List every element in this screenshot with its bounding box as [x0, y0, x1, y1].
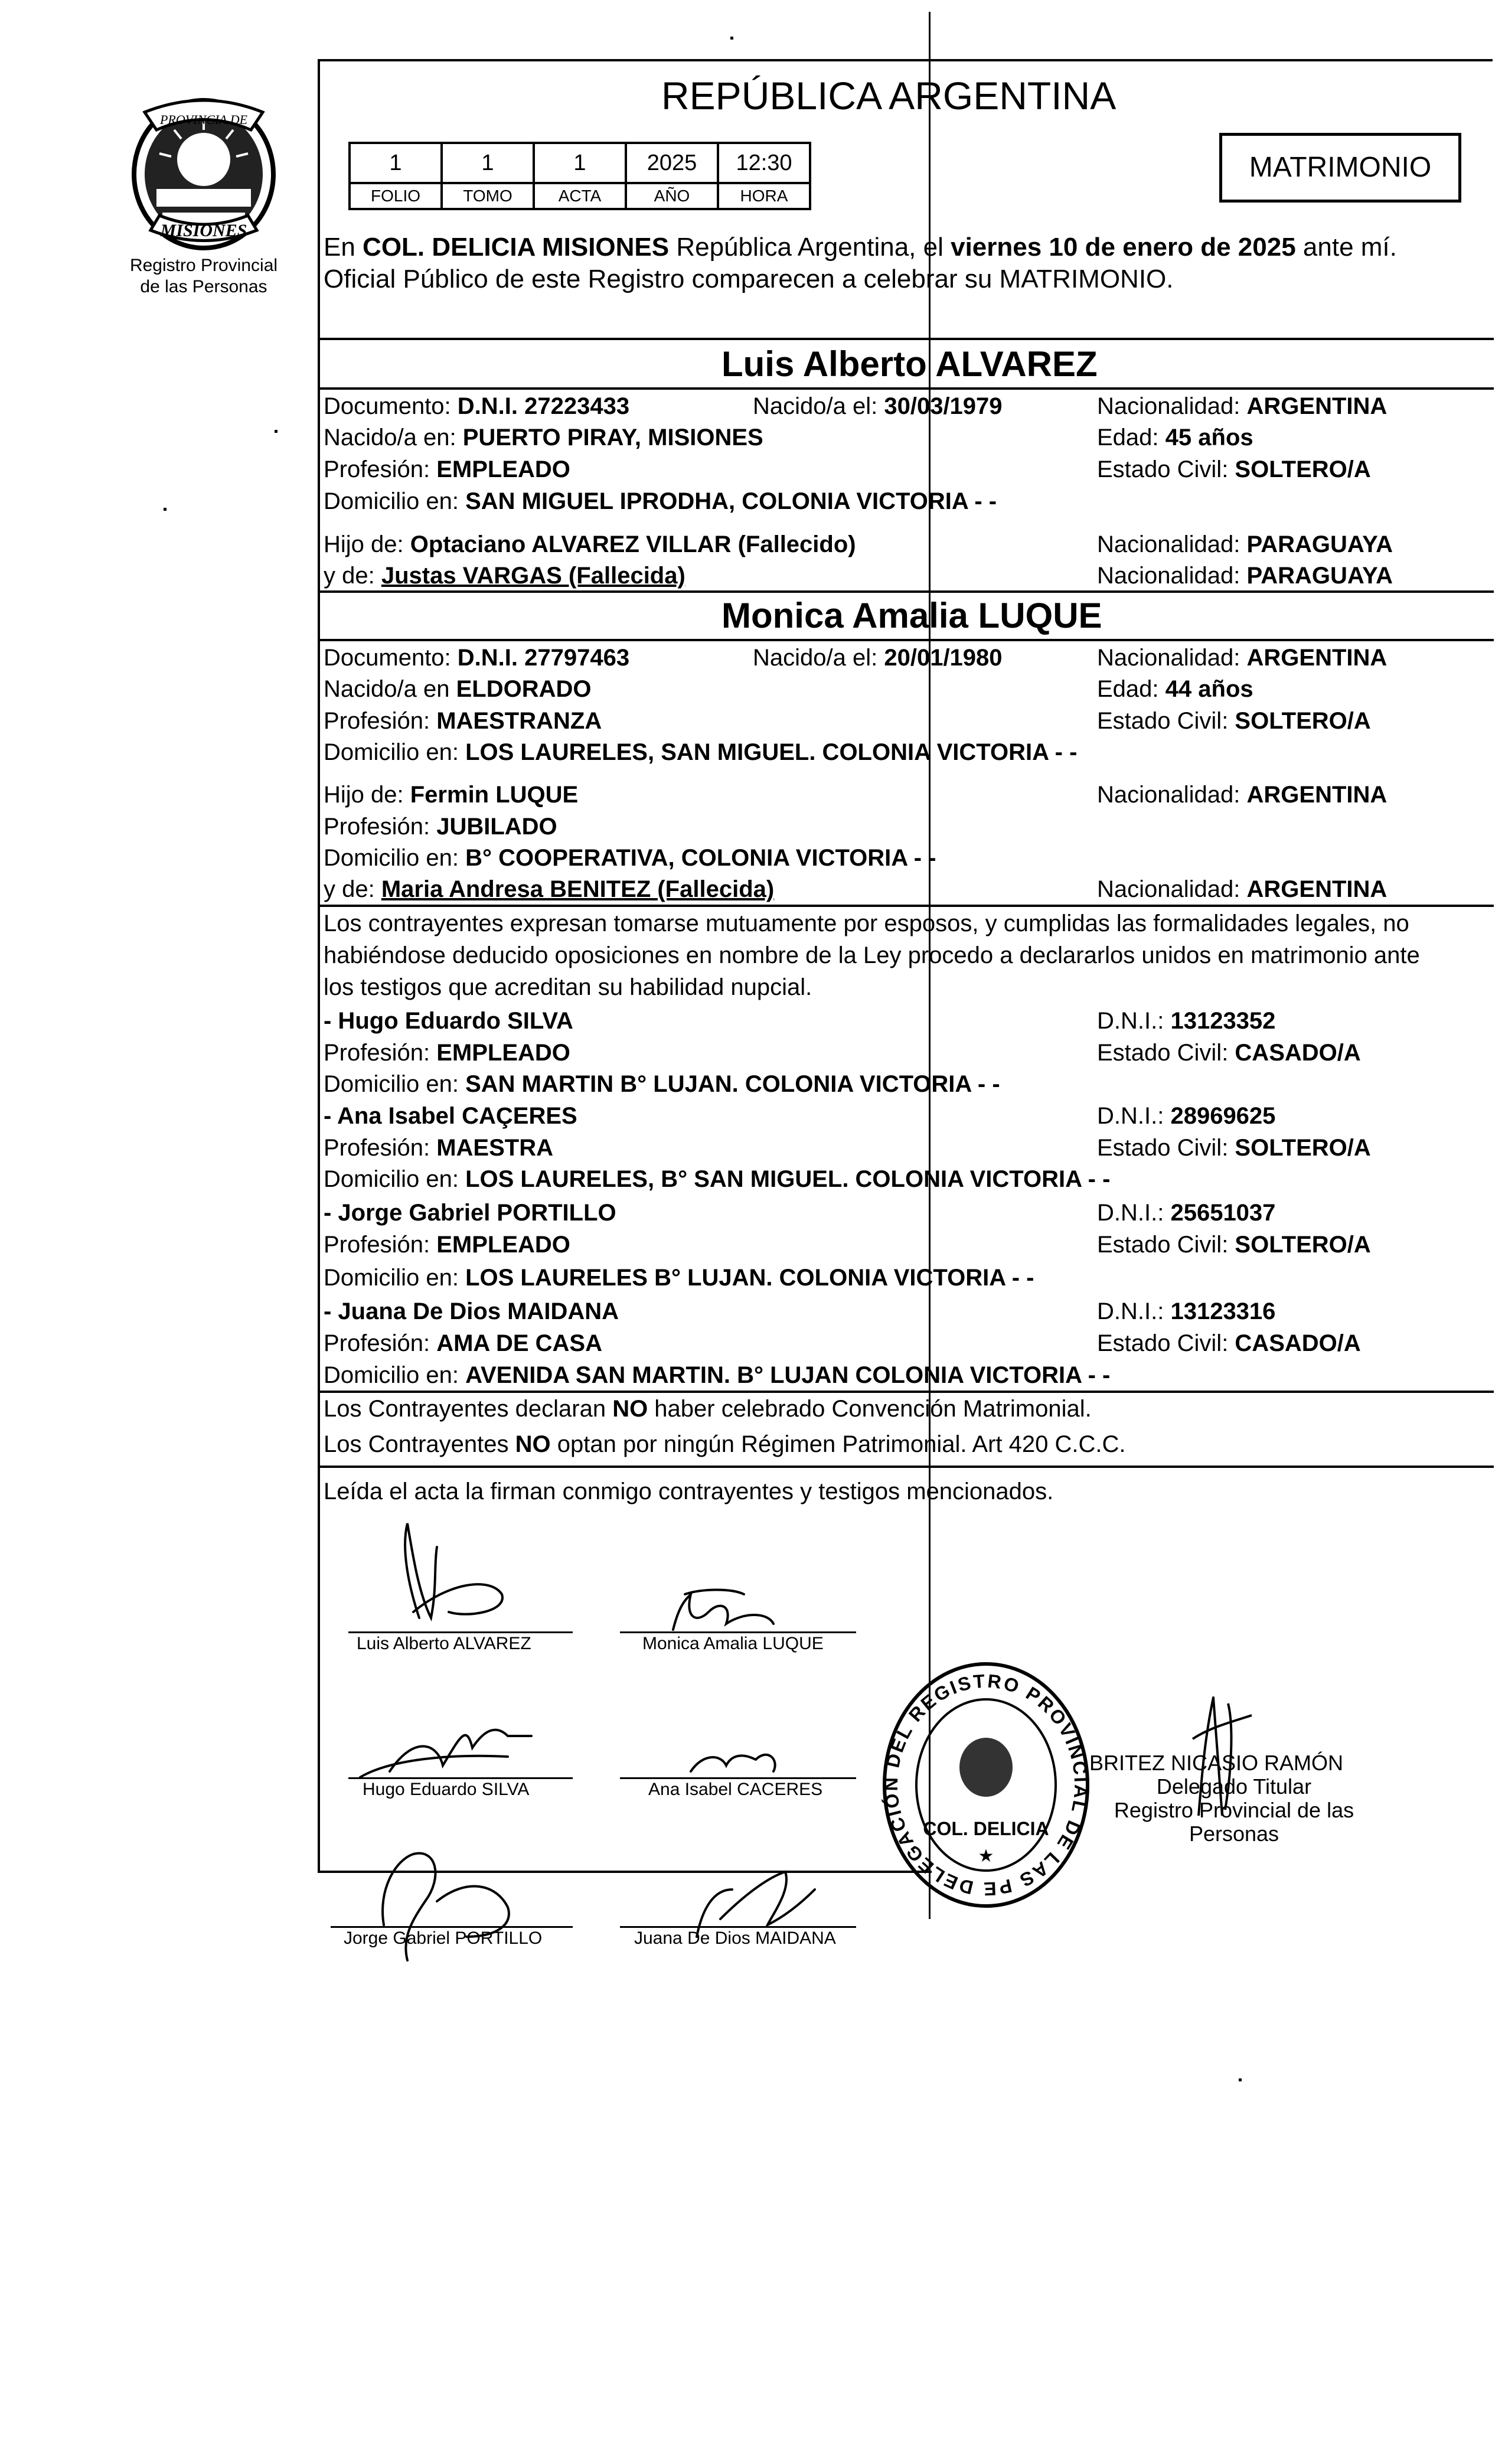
witness-prof: AMA DE CASA — [436, 1330, 602, 1356]
witness-addr: LOS LAURELES, B° SAN MIGUEL. COLONIA VICTORIA - - — [465, 1166, 1111, 1192]
witness-2-dni — [1097, 1102, 1275, 1130]
acta-value: 1 — [534, 143, 626, 183]
witness-1-dni — [1097, 1007, 1275, 1035]
spouse2-mother-nat: ARGENTINA — [1246, 876, 1388, 902]
witness-name: - Jorge Gabriel PORTILLO — [324, 1200, 616, 1226]
registry-caption-line1: Registro Provincial — [129, 256, 278, 275]
anio-label: AÑO — [626, 183, 718, 209]
regime-text: haber celebrado Convención Matrimonial. — [648, 1396, 1092, 1422]
spouse1-birthdate — [753, 392, 1003, 420]
civil-label: Estado Civil: — [1097, 1330, 1235, 1356]
spouse1-mother-nationality — [1097, 562, 1393, 590]
witness-1-address — [324, 1070, 1000, 1098]
civil-label: Estado Civil: — [1097, 1135, 1235, 1161]
regime-text: Los Contrayentes declaran — [324, 1396, 613, 1422]
acta-label: ACTA — [534, 183, 626, 209]
official-stamp-icon — [880, 1658, 1092, 1918]
spouse2-place: ELDORADO — [456, 676, 592, 702]
nat-label: Nacionalidad: — [1097, 782, 1247, 808]
witness-4-dni — [1097, 1297, 1275, 1326]
witness-4-profession — [324, 1329, 602, 1357]
doc-label: Documento: — [324, 645, 458, 671]
hora-label: HORA — [718, 183, 810, 209]
dni-label: D.N.I.: — [1097, 1200, 1171, 1226]
father-label: Hijo de: — [324, 782, 410, 808]
spouse2-father-addr: B° COOPERATIVA, COLONIA VICTORIA - - — [465, 845, 936, 871]
spouse2-father-nationality — [1097, 781, 1387, 809]
sig1-caption: Luis Alberto ALVAREZ — [357, 1634, 531, 1653]
spouse2-dni: D.N.I. 27797463 — [457, 645, 630, 671]
spouse1-nationality — [1097, 392, 1387, 420]
rule-spouse1-end — [319, 590, 1494, 593]
spouse2-birthdate — [753, 644, 1003, 672]
anio-value: 2025 — [626, 143, 718, 183]
place-label: Nacido/a en — [324, 676, 456, 702]
witness-2-name — [324, 1102, 577, 1130]
official-role: Delegado Titular — [1156, 1774, 1312, 1799]
spouse2-father-nat: ARGENTINA — [1246, 782, 1388, 808]
spouse2-prof: MAESTRANZA — [436, 708, 602, 734]
witness-civil: SOLTERO/A — [1235, 1135, 1371, 1161]
scan-speck — [164, 508, 167, 511]
spouse1-age-value: 45 años — [1165, 425, 1253, 451]
regime-line-2 — [324, 1430, 1126, 1458]
spouse2-father-profession — [324, 812, 557, 841]
record-index-table — [348, 142, 811, 210]
witness-3-profession — [324, 1231, 570, 1259]
spouse2-mother — [324, 875, 774, 903]
witness-4-civil-status — [1097, 1329, 1361, 1357]
addr-label: Domicilio en: — [324, 1265, 466, 1291]
intro-line-1 — [324, 232, 1397, 263]
spouse2-age — [1097, 675, 1253, 703]
witness-addr: SAN MARTIN B° LUJAN. COLONIA VICTORIA - - — [465, 1071, 1000, 1097]
sig6-caption: Juana De Dios MAIDANA — [634, 1928, 836, 1948]
nat-label: Nacionalidad: — [1097, 645, 1247, 671]
spouse2-addr: LOS LAURELES, SAN MIGUEL. COLONIA VICTORIA - - — [465, 739, 1078, 765]
registry-caption — [89, 255, 319, 298]
spouse2-nationality — [1097, 644, 1387, 672]
age-label: Edad: — [1097, 676, 1166, 702]
spouse2-age-value: 44 años — [1165, 676, 1253, 702]
closing-statement: Leída el acta la firman conmigo contrayentes y testigos mencionados. — [324, 1479, 1054, 1504]
tomo-label: TOMO — [442, 183, 534, 209]
spouse2-father-name: Fermin LUQUE — [410, 782, 579, 808]
intro-place: COL. DELICIA MISIONES — [363, 233, 670, 262]
intro-text-a: En — [324, 233, 363, 262]
svg-text:★: ★ — [978, 1846, 994, 1866]
document-title: REPÚBLICA ARGENTINA — [661, 74, 1116, 118]
witness-addr: LOS LAURELES B° LUJAN. COLONIA VICTORIA - - — [465, 1265, 1034, 1291]
civil-label: Estado Civil: — [1097, 456, 1235, 482]
spouse1-profession — [324, 455, 570, 484]
mother-label: y de: — [324, 563, 381, 589]
spouse1-place: PUERTO PIRAY, MISIONES — [462, 425, 763, 451]
spouse2-document — [324, 644, 629, 672]
dni-label: D.N.I.: — [1097, 1103, 1171, 1129]
prof-label: Profesión: — [324, 1040, 437, 1066]
addr-label: Domicilio en: — [324, 1362, 466, 1388]
prof-label: Profesión: — [324, 708, 437, 734]
spouse1-nat: ARGENTINA — [1246, 393, 1388, 419]
registry-logo — [121, 94, 286, 254]
witness-prof: EMPLEADO — [436, 1232, 570, 1258]
svg-text:COL. DELICIA: COL. DELICIA — [923, 1818, 1049, 1839]
rule-spouse2 — [319, 639, 1494, 641]
spouse2-civil-status — [1097, 707, 1371, 735]
official-org: Registro Provincial de las — [1114, 1798, 1354, 1822]
nat-label: Nacionalidad: — [1097, 876, 1247, 902]
addr-label: Domicilio en: — [324, 1166, 466, 1192]
intro-line-2: Oficial Público de este Registro comparecen a celebrar su MATRIMONIO. — [324, 265, 1174, 293]
rule-witnesses-end — [319, 1391, 1494, 1393]
spouse1-mother-nat: PARAGUAYA — [1246, 563, 1393, 589]
hora-value: 12:30 — [718, 143, 810, 183]
addr-label: Domicilio en: — [324, 1071, 466, 1097]
witness-1-profession — [324, 1039, 570, 1067]
witness-1-civil-status — [1097, 1039, 1361, 1067]
delegation-stamp — [880, 1658, 1092, 1918]
spouse2-address — [324, 738, 1077, 766]
spouse1-dni: D.N.I. 27223433 — [457, 393, 630, 419]
declaration-line-1: Los contrayentes expresan tomarse mutuamente por esposos, y cumplidas las formalidades legales, no — [324, 910, 1409, 936]
record-type-badge — [1219, 133, 1461, 203]
spouse2-mother-nationality — [1097, 875, 1387, 903]
scan-speck — [730, 37, 733, 40]
witness-3-dni — [1097, 1199, 1275, 1227]
witness-2-address — [324, 1165, 1110, 1193]
folio-value: 1 — [350, 143, 442, 183]
sig2-caption: Monica Amalia LUQUE — [642, 1634, 824, 1653]
nat-label: Nacionalidad: — [1097, 531, 1247, 557]
spouse2-name: Monica Amalia LUQUE — [722, 596, 1102, 635]
spouse2-born: 20/01/1980 — [884, 645, 1003, 671]
witness-prof: EMPLEADO — [436, 1040, 570, 1066]
sig5-caption: Jorge Gabriel PORTILLO — [344, 1928, 543, 1948]
nat-label: Nacionalidad: — [1097, 563, 1247, 589]
civil-label: Estado Civil: — [1097, 708, 1235, 734]
declaration-line-3: los testigos que acreditan su habilidad nupcial. — [324, 974, 812, 1000]
witness-dni: 25651037 — [1170, 1200, 1276, 1226]
dni-label: D.N.I.: — [1097, 1298, 1171, 1324]
regime-no: NO — [515, 1431, 551, 1457]
spouse2-father — [324, 781, 578, 809]
prof-label: Profesión: — [324, 1232, 437, 1258]
intro-text-c: República Argentina, el — [669, 233, 951, 262]
witness-civil: CASADO/A — [1235, 1330, 1361, 1356]
intro-date: viernes 10 de enero de 2025 — [951, 233, 1296, 262]
witness-2-civil-status — [1097, 1134, 1371, 1162]
signature-scribbles — [319, 1512, 933, 1984]
witness-3-civil-status — [1097, 1231, 1371, 1259]
witness-civil: SOLTERO/A — [1235, 1232, 1371, 1258]
intro-text-e: ante mí. — [1295, 233, 1397, 262]
spouse1-mother-name: Justas VARGAS (Fallecida) — [381, 563, 685, 589]
witness-4-address — [324, 1361, 1110, 1389]
witness-3-name — [324, 1199, 616, 1227]
nat-label: Nacionalidad: — [1097, 393, 1247, 419]
witness-dni: 13123352 — [1170, 1008, 1276, 1034]
regime-no: NO — [612, 1396, 648, 1422]
spouse1-civil-status — [1097, 455, 1371, 484]
addr-label: Domicilio en: — [324, 739, 466, 765]
rule-spouse1 — [319, 387, 1494, 390]
regime-line-1 — [324, 1395, 1092, 1423]
sig4-caption: Ana Isabel CACERES — [648, 1780, 823, 1799]
dni-label: D.N.I.: — [1097, 1008, 1171, 1034]
spouse1-civil: SOLTERO/A — [1235, 456, 1371, 482]
witness-name: - Juana De Dios MAIDANA — [324, 1298, 619, 1324]
regime-text: Los Contrayentes — [324, 1431, 515, 1457]
tomo-value: 1 — [442, 143, 534, 183]
spouse2-civil: SOLTERO/A — [1235, 708, 1371, 734]
rule-spouse2-end — [319, 905, 1494, 907]
declaration-line-2: habiéndose deducido oposiciones en nombre de la Ley procedo a declararlos unidos en matrimonio ante — [324, 942, 1420, 968]
svg-text:DELEGACIÓN DEL REGISTRO PROVIN: DELEGACIÓN DEL REGISTRO PROVINCIAL DE LAS PE — [880, 1670, 1092, 1900]
spouse2-father-prof: JUBILADO — [436, 814, 557, 840]
mother-label: y de: — [324, 876, 381, 902]
prof-label: Profesión: — [324, 1135, 437, 1161]
spouse1-father-nationality — [1097, 530, 1393, 559]
scan-speck — [275, 430, 278, 433]
folio-label: FOLIO — [350, 183, 442, 209]
spouse2-birthplace — [324, 675, 591, 703]
spouse1-name: Luis Alberto ALVAREZ — [722, 344, 1098, 384]
spouse1-birthplace — [324, 423, 763, 452]
witness-3-address — [324, 1264, 1034, 1292]
svg-text:PROVINCIA DE: PROVINCIA DE — [159, 112, 248, 127]
record-type-label: MATRIMONIO — [1249, 152, 1432, 183]
witness-name: - Hugo Eduardo SILVA — [324, 1008, 573, 1034]
spouse1-mother — [324, 562, 685, 590]
official-name: BRITEZ NICASIO RAMÓN — [1089, 1751, 1344, 1775]
official-block — [1086, 1751, 1382, 1846]
place-label: Nacido/a en: — [324, 425, 463, 451]
record-index — [348, 142, 811, 210]
registry-caption-line2: de las Personas — [140, 277, 267, 296]
witness-dni: 13123316 — [1170, 1298, 1276, 1324]
spouse1-address — [324, 487, 997, 515]
sig3-caption: Hugo Eduardo SILVA — [363, 1780, 530, 1799]
spouse1-father-nat: PARAGUAYA — [1246, 531, 1393, 557]
born-label: Nacido/a el: — [753, 645, 884, 671]
spouse1-prof: EMPLEADO — [436, 456, 570, 482]
witness-name: - Ana Isabel CAÇERES — [324, 1103, 577, 1129]
regime-text: optan por ningún Régimen Patrimonial. Art 420 C.C.C. — [550, 1431, 1126, 1457]
spouse1-document — [324, 392, 629, 420]
top-border — [318, 59, 1493, 61]
spouse1-born: 30/03/1979 — [884, 393, 1003, 419]
spouse2-profession — [324, 707, 602, 735]
witness-addr: AVENIDA SAN MARTIN. B° LUJAN COLONIA VICTORIA - - — [465, 1362, 1111, 1388]
spouse1-father — [324, 530, 856, 559]
prof-label: Profesión: — [324, 814, 437, 840]
rule-intro — [319, 338, 1494, 340]
father-label: Hijo de: — [324, 531, 410, 557]
witness-prof: MAESTRA — [436, 1135, 553, 1161]
civil-label: Estado Civil: — [1097, 1040, 1235, 1066]
witness-civil: CASADO/A — [1235, 1040, 1361, 1066]
addr-label: Domicilio en: — [324, 488, 466, 514]
official-org-2: Personas — [1189, 1822, 1279, 1846]
rule-regime-end — [319, 1466, 1494, 1468]
spouse2-father-address — [324, 844, 936, 872]
witness-4-name — [324, 1297, 619, 1326]
age-label: Edad: — [1097, 425, 1166, 451]
witness-1-name — [324, 1007, 573, 1035]
witness-2-profession — [324, 1134, 553, 1162]
born-label: Nacido/a el: — [753, 393, 884, 419]
spouse1-age — [1097, 423, 1253, 452]
svg-text:MISIONES: MISIONES — [160, 221, 247, 240]
doc-label: Documento: — [324, 393, 458, 419]
scan-speck — [1239, 2078, 1242, 2081]
spouse2-nat: ARGENTINA — [1246, 645, 1388, 671]
spouse1-father-name: Optaciano ALVAREZ VILLAR (Fallecido) — [410, 531, 856, 557]
spouse1-addr: SAN MIGUEL IPRODHA, COLONIA VICTORIA - - — [465, 488, 997, 514]
witness-dni: 28969625 — [1170, 1103, 1276, 1129]
addr-label: Domicilio en: — [324, 845, 466, 871]
prof-label: Profesión: — [324, 1330, 437, 1356]
prof-label: Profesión: — [324, 456, 437, 482]
provincial-seal-icon — [121, 94, 286, 254]
civil-label: Estado Civil: — [1097, 1232, 1235, 1258]
spouse2-mother-name: Maria Andresa BENITEZ (Fallecida) — [381, 876, 775, 902]
